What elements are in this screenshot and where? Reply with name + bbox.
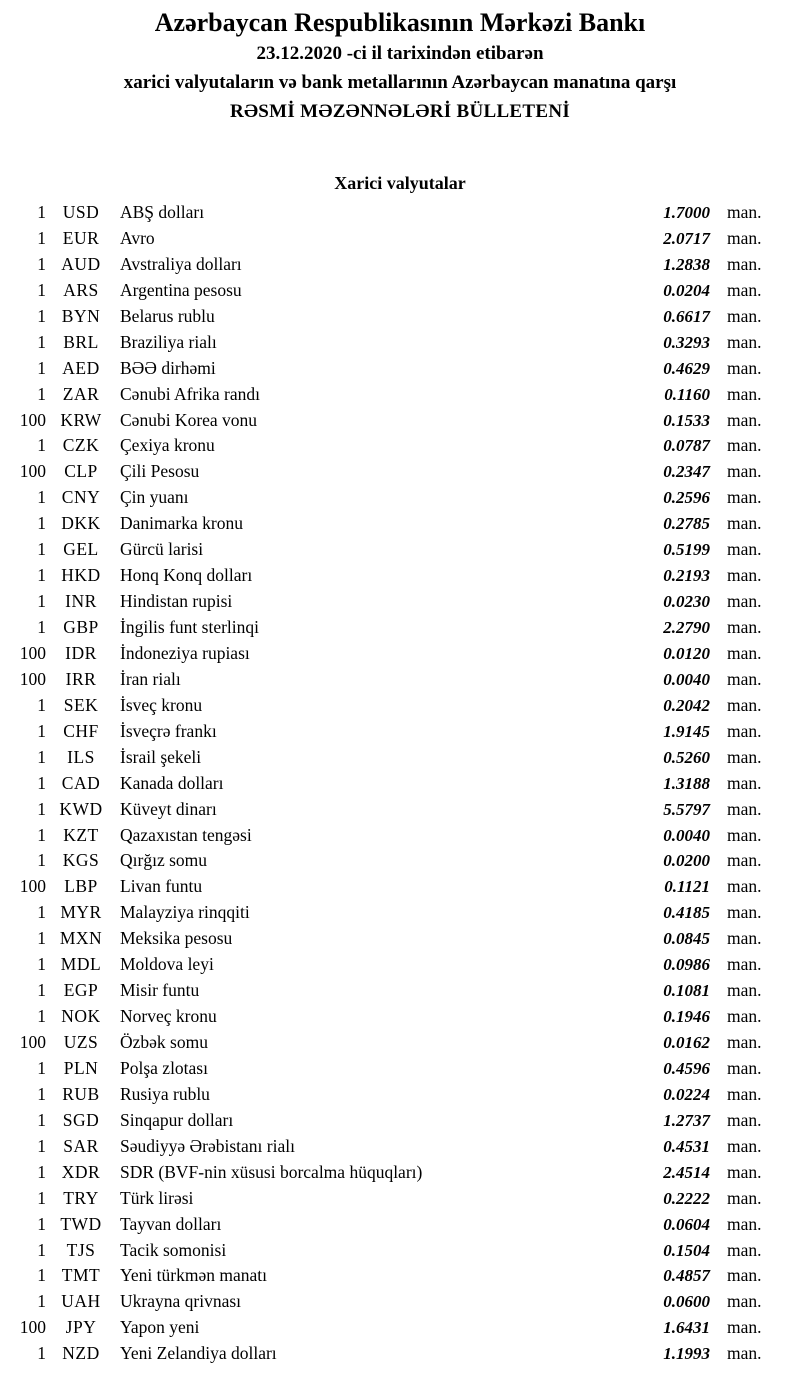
currency-name: Misir funtu <box>120 980 200 1001</box>
currency-name: Yeni Zelandiya dolları <box>120 1343 277 1364</box>
rate-row <box>8 435 772 461</box>
quantity: 100 <box>19 1317 46 1338</box>
currency-name: Hindistan rupisi <box>120 591 233 612</box>
currency-name: Belarus rublu <box>120 305 215 326</box>
rate-row <box>8 254 772 280</box>
currency-code: PLN <box>63 1057 99 1078</box>
quantity: 1 <box>37 435 46 456</box>
currency-code: XDR <box>61 1161 101 1182</box>
subject-line: xarici valyutaların və bank metallarının Azərbaycan manatına qarşı <box>123 72 677 93</box>
currency-name: Cənubi Afrika randı <box>120 383 260 404</box>
unit-label: man. <box>727 642 762 663</box>
currency-code: DKK <box>61 513 101 534</box>
rate-row <box>8 280 772 306</box>
currency-name: Səudiyyə Ərəbistanı rialı <box>120 1135 295 1156</box>
quantity: 1 <box>37 383 46 404</box>
currency-code: CHF <box>63 720 99 741</box>
currency-code: CLP <box>64 461 98 482</box>
unit-label: man. <box>727 1239 762 1260</box>
rate-row <box>8 1006 772 1032</box>
currency-name: BƏƏ dirhəmi <box>120 357 216 378</box>
currency-code: KRW <box>60 409 102 430</box>
unit-label: man. <box>727 902 762 923</box>
rate-row <box>8 747 772 773</box>
quantity: 1 <box>37 1265 46 1286</box>
rate-row <box>8 202 772 228</box>
currency-code: BYN <box>61 305 101 326</box>
unit-label: man. <box>727 487 762 508</box>
rate-row <box>8 902 772 928</box>
currency-code: ZAR <box>62 383 100 404</box>
quantity: 100 <box>19 668 46 689</box>
unit-label: man. <box>727 1213 762 1234</box>
currency-name: Tayvan dolları <box>120 1213 222 1234</box>
rate-value: 1.3188 <box>663 773 710 793</box>
currency-code: GEL <box>63 539 99 560</box>
quantity: 1 <box>37 305 46 326</box>
rate-row <box>8 358 772 384</box>
currency-code: IRR <box>65 668 97 689</box>
quantity: 1 <box>37 1006 46 1027</box>
unit-label: man. <box>727 357 762 378</box>
currency-name: Meksika pesosu <box>120 928 233 949</box>
currency-code: TWD <box>60 1213 102 1234</box>
unit-label: man. <box>727 1083 762 1104</box>
rate-row <box>8 643 772 669</box>
rate-value: 1.2737 <box>663 1110 710 1130</box>
unit-label: man. <box>727 850 762 871</box>
currency-name: Kanada dolları <box>120 772 224 793</box>
currency-name: Argentina pesosu <box>120 279 242 300</box>
currency-code: SAR <box>63 1135 99 1156</box>
unit-label: man. <box>727 1006 762 1027</box>
rate-row <box>8 1240 772 1266</box>
unit-label: man. <box>727 565 762 586</box>
currency-code: MXN <box>59 928 103 949</box>
rate-value: 0.1533 <box>663 410 710 430</box>
currency-code: CAD <box>61 772 101 793</box>
effective-date-line: 23.12.2020 -ci il tarixindən etibarən <box>256 43 544 64</box>
bank-name-title: Azərbaycan Respublikasının Mərkəzi Bankı <box>154 8 646 37</box>
quantity: 1 <box>37 902 46 923</box>
currency-name: Moldova leyi <box>120 954 214 975</box>
unit-label: man. <box>727 1057 762 1078</box>
quantity: 1 <box>37 591 46 612</box>
rate-row <box>8 1317 772 1343</box>
currency-name: Rusiya rublu <box>120 1083 210 1104</box>
currency-code: BRL <box>63 331 99 352</box>
quantity: 1 <box>37 227 46 248</box>
currency-name: Honq Konq dolları <box>120 565 253 586</box>
unit-label: man. <box>727 1265 762 1286</box>
rate-value: 0.1081 <box>663 981 710 1001</box>
rate-value: 0.5260 <box>663 747 710 767</box>
currency-code: MYR <box>60 902 102 923</box>
quantity: 1 <box>37 720 46 741</box>
rate-value: 2.2790 <box>663 618 710 637</box>
currency-name: Qazaxıstan tengəsi <box>120 824 252 845</box>
rate-value: 0.1504 <box>663 1240 710 1260</box>
rate-value: 0.2596 <box>663 488 710 508</box>
unit-label: man. <box>727 1317 762 1338</box>
unit-label: man. <box>727 383 762 404</box>
rate-row <box>8 773 772 799</box>
rate-row <box>8 591 772 617</box>
quantity: 1 <box>37 824 46 845</box>
quantity: 1 <box>37 1161 46 1182</box>
rate-value: 0.0986 <box>663 955 710 975</box>
quantity: 1 <box>37 746 46 767</box>
rate-row <box>8 1084 772 1110</box>
rate-row <box>8 487 772 513</box>
rate-value: 0.2785 <box>663 514 710 534</box>
quantity: 1 <box>37 1291 46 1312</box>
currency-name: Gürcü larisi <box>120 539 204 560</box>
rate-row <box>8 565 772 591</box>
unit-label: man. <box>727 1032 762 1052</box>
rate-row <box>8 1265 772 1291</box>
currency-name: Çin yuanı <box>120 487 189 508</box>
rate-row <box>8 306 772 332</box>
unit-label: man. <box>727 305 762 326</box>
unit-label: man. <box>727 279 762 300</box>
quantity: 1 <box>37 331 46 352</box>
unit-label: man. <box>727 720 762 741</box>
rates-table <box>0 202 800 1369</box>
currency-code: MDL <box>60 954 102 975</box>
currency-name: Türk lirəsi <box>120 1187 194 1208</box>
rate-value: 0.4857 <box>663 1266 710 1286</box>
currency-code: NOK <box>61 1006 101 1027</box>
rate-value: 0.4596 <box>663 1058 710 1078</box>
quantity: 1 <box>37 1187 46 1208</box>
unit-label: man. <box>727 1109 762 1130</box>
unit-label: man. <box>727 1343 762 1364</box>
currency-name: Tacik somonisi <box>120 1239 227 1260</box>
rate-value: 0.5199 <box>663 540 710 560</box>
rate-row <box>8 1188 772 1214</box>
quantity: 1 <box>37 1083 46 1104</box>
quantity: 100 <box>19 876 46 897</box>
unit-label: man. <box>727 591 762 612</box>
currency-code: CZK <box>62 435 100 456</box>
unit-label: man. <box>727 876 762 897</box>
currency-name: İsveç kronu <box>120 694 203 715</box>
quantity: 100 <box>19 1032 46 1052</box>
currency-code: SEK <box>63 694 99 715</box>
rate-row <box>8 1110 772 1136</box>
rate-value: 2.0717 <box>663 228 710 248</box>
quantity: 1 <box>37 357 46 378</box>
currency-code: RUB <box>62 1083 100 1104</box>
currency-name: Cənubi Korea vonu <box>120 409 258 430</box>
rate-value: 0.1121 <box>664 877 710 897</box>
document-header <box>0 0 800 126</box>
quantity: 1 <box>37 694 46 715</box>
currency-name: Çili Pesosu <box>120 461 200 482</box>
currency-name: Polşa zlotası <box>120 1057 208 1078</box>
quantity: 1 <box>37 850 46 871</box>
unit-label: man. <box>727 409 762 430</box>
quantity: 1 <box>37 279 46 300</box>
rate-row <box>8 695 772 721</box>
rate-value: 0.0204 <box>663 280 710 300</box>
currency-name: Yeni türkmən manatı <box>120 1265 267 1286</box>
currency-code: TRY <box>63 1187 99 1208</box>
unit-label: man. <box>727 1187 762 1208</box>
currency-name: Küveyt dinarı <box>120 798 217 819</box>
currency-name: Qırğız somu <box>120 850 208 871</box>
rate-row <box>8 876 772 902</box>
rate-value: 0.0120 <box>663 643 710 663</box>
unit-label: man. <box>727 772 762 793</box>
unit-label: man. <box>727 980 762 1001</box>
quantity: 1 <box>37 954 46 975</box>
unit-label: man. <box>727 1291 762 1312</box>
unit-label: man. <box>727 798 762 819</box>
rate-row <box>8 954 772 980</box>
rate-value: 0.0787 <box>663 436 710 456</box>
quantity: 1 <box>37 513 46 534</box>
rate-row <box>8 1291 772 1317</box>
currency-name: Ukrayna qrivnası <box>120 1291 242 1312</box>
unit-label: man. <box>727 1135 762 1156</box>
currency-name: Norveç kronu <box>120 1006 217 1027</box>
rate-row <box>8 617 772 643</box>
currency-code: UZS <box>63 1032 99 1052</box>
quantity: 100 <box>19 409 46 430</box>
rate-row <box>8 1058 772 1084</box>
rate-row <box>8 1136 772 1162</box>
unit-label: man. <box>727 954 762 975</box>
currency-name: Livan funtu <box>120 876 203 897</box>
currency-code: LBP <box>64 876 98 897</box>
currency-name: Sinqapur dolları <box>120 1109 234 1130</box>
currency-code: AUD <box>61 253 101 274</box>
quantity: 1 <box>37 565 46 586</box>
currency-name: İran rialı <box>120 668 181 689</box>
rate-row <box>8 513 772 539</box>
unit-label: man. <box>727 513 762 534</box>
unit-label: man. <box>727 1161 762 1182</box>
currency-name: İsveçrə frankı <box>120 720 217 741</box>
rate-row <box>8 928 772 954</box>
rate-row <box>8 721 772 747</box>
rate-value: 0.0162 <box>663 1033 710 1052</box>
currency-name: SDR (BVF-nin xüsusi borcalma hüquqları) <box>120 1161 423 1182</box>
currency-code: ILS <box>67 746 95 767</box>
rate-row <box>8 1214 772 1240</box>
rate-value: 0.2193 <box>663 566 710 586</box>
quantity: 1 <box>37 772 46 793</box>
unit-label: man. <box>727 331 762 352</box>
quantity: 1 <box>37 539 46 560</box>
unit-label: man. <box>727 227 762 248</box>
rate-value: 5.5797 <box>663 799 710 819</box>
rate-value: 1.2838 <box>663 254 710 274</box>
rate-value: 0.1160 <box>664 384 710 404</box>
unit-label: man. <box>727 435 762 456</box>
currency-code: JPY <box>65 1317 97 1338</box>
currency-code: GBP <box>63 617 99 637</box>
currency-name: İsrail şekeli <box>120 746 202 767</box>
rate-value: 0.0600 <box>663 1292 710 1312</box>
rate-value: 0.0040 <box>663 825 710 845</box>
rate-row <box>8 825 772 851</box>
currency-code: ARS <box>63 279 99 300</box>
currency-code: AED <box>62 357 100 378</box>
rate-value: 0.3293 <box>663 332 710 352</box>
rate-value: 1.7000 <box>663 203 710 222</box>
quantity: 1 <box>37 1135 46 1156</box>
currency-code: KWD <box>59 798 103 819</box>
currency-code: NZD <box>62 1343 100 1364</box>
unit-label: man. <box>727 668 762 689</box>
rate-value: 1.9145 <box>663 721 710 741</box>
rate-row <box>8 850 772 876</box>
rate-value: 0.4629 <box>663 358 710 378</box>
currency-name: ABŞ dolları <box>120 202 205 222</box>
currency-code: EGP <box>63 980 99 1001</box>
quantity: 1 <box>37 1343 46 1364</box>
quantity: 1 <box>37 798 46 819</box>
rate-row <box>8 799 772 825</box>
rate-row <box>8 539 772 565</box>
currency-code: CNY <box>61 487 101 508</box>
rate-value: 0.2222 <box>663 1188 710 1208</box>
unit-label: man. <box>727 824 762 845</box>
quantity: 100 <box>19 461 46 482</box>
currency-code: EUR <box>62 227 100 248</box>
rate-row <box>8 669 772 695</box>
quantity: 1 <box>37 1057 46 1078</box>
rate-row <box>8 1343 772 1369</box>
currency-code: USD <box>62 202 100 222</box>
currency-code: HKD <box>61 565 101 586</box>
currency-name: Avro <box>120 227 155 248</box>
rate-value: 0.6617 <box>663 306 710 326</box>
currency-name: Malayziya rinqqiti <box>120 902 250 923</box>
unit-label: man. <box>727 253 762 274</box>
rate-value: 1.6431 <box>663 1318 710 1338</box>
rate-value: 0.0200 <box>663 851 710 871</box>
unit-label: man. <box>727 694 762 715</box>
quantity: 100 <box>19 642 46 663</box>
rate-row <box>8 410 772 436</box>
quantity: 1 <box>37 487 46 508</box>
quantity: 1 <box>37 1109 46 1130</box>
currency-code: TMT <box>61 1265 101 1286</box>
unit-label: man. <box>727 202 762 222</box>
rate-row <box>8 384 772 410</box>
unit-label: man. <box>727 928 762 949</box>
currency-name: Yapon yeni <box>120 1317 200 1338</box>
currency-name: Braziliya rialı <box>120 331 217 352</box>
bulletin-title: RƏSMİ MƏZƏNNƏLƏRİ BÜLLETENİ <box>229 101 571 122</box>
rate-value: 1.1993 <box>663 1344 710 1364</box>
quantity: 1 <box>37 928 46 949</box>
rate-value: 0.0604 <box>663 1214 710 1234</box>
quantity: 1 <box>37 1239 46 1260</box>
rate-value: 0.4531 <box>663 1136 710 1156</box>
rate-value: 0.0845 <box>663 929 710 949</box>
unit-label: man. <box>727 746 762 767</box>
rate-value: 0.0224 <box>663 1084 710 1104</box>
currency-code: KGS <box>62 850 100 871</box>
currency-name: Danimarka kronu <box>120 513 243 534</box>
unit-label: man. <box>727 539 762 560</box>
unit-label: man. <box>727 617 762 637</box>
rate-row <box>8 980 772 1006</box>
rate-row <box>8 1162 772 1188</box>
rate-value: 0.2042 <box>663 695 710 715</box>
currency-name: İngilis funt sterlinqi <box>120 617 260 637</box>
rate-value: 0.2347 <box>663 462 710 482</box>
currency-code: INR <box>65 591 97 612</box>
rate-row <box>8 332 772 358</box>
currency-name: Avstraliya dolları <box>120 253 242 274</box>
currency-name: Özbək somu <box>120 1032 208 1052</box>
rate-value: 2.4514 <box>663 1162 710 1182</box>
currency-code: TJS <box>66 1239 96 1260</box>
quantity: 1 <box>37 253 46 274</box>
currency-code: IDR <box>65 642 97 663</box>
rate-value: 0.0040 <box>663 669 710 689</box>
quantity: 1 <box>37 617 46 637</box>
quantity: 1 <box>37 202 46 222</box>
rate-row <box>8 1032 772 1058</box>
rate-value: 0.4185 <box>663 903 710 923</box>
currency-name: Çexiya kronu <box>120 435 215 456</box>
quantity: 1 <box>37 1213 46 1234</box>
currency-code: KZT <box>63 824 99 845</box>
section-title-foreign-currencies: Xarici valyutalar <box>334 173 466 193</box>
rate-row <box>8 461 772 487</box>
rate-value: 0.0230 <box>663 592 710 612</box>
quantity: 1 <box>37 980 46 1001</box>
currency-code: SGD <box>62 1109 100 1130</box>
currency-code: UAH <box>61 1291 101 1312</box>
unit-label: man. <box>727 461 762 482</box>
rate-value: 0.1946 <box>663 1007 710 1027</box>
currency-name: İndoneziya rupiası <box>120 642 250 663</box>
rate-row <box>8 228 772 254</box>
